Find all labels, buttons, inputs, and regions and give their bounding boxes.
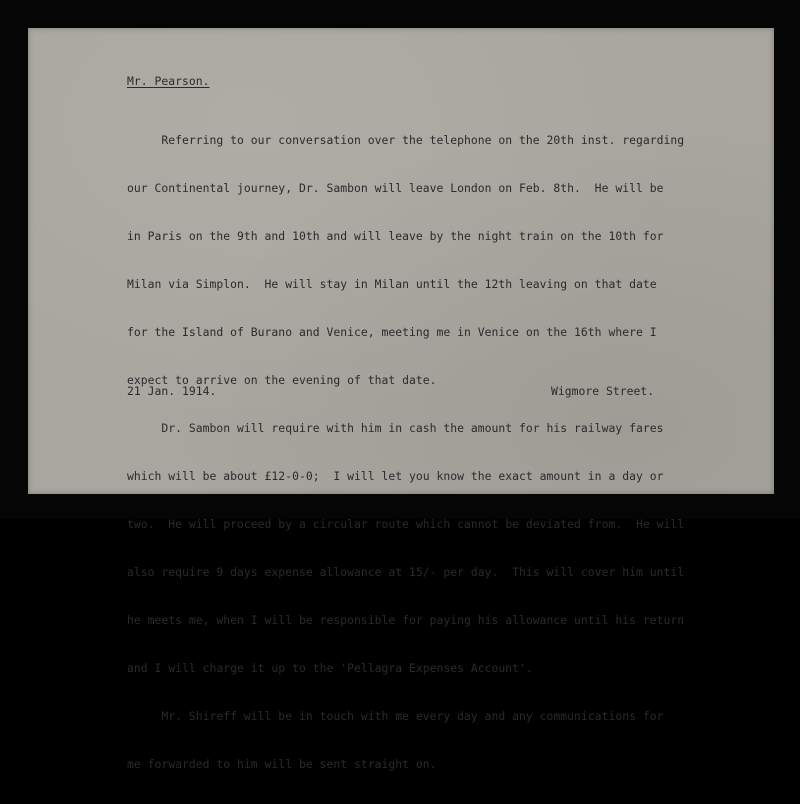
body-line: Mr. Shireff will be in touch with me every day and any communications for — [127, 709, 664, 723]
addressee: Mr. Pearson. — [127, 74, 210, 88]
body-line: expect to arrive on the evening of that date. — [127, 373, 437, 387]
body-line: in Paris on the 9th and 10th and will leave by the night train on the 10th for — [127, 229, 664, 243]
body-line: Milan via Simplon. He will stay in Milan until the 12th leaving on that date — [127, 277, 657, 291]
body-line: our Continental journey, Dr. Sambon will leave London on Feb. 8th. He will be — [127, 181, 664, 195]
body-line: which will be about £12-0-0; I will let you know the exact amount in a day or — [127, 469, 664, 483]
body-line: he meets me, when I will be responsible for paying his allowance until his return — [127, 613, 685, 627]
typed-letter-page — [28, 28, 774, 771]
sender-address: Wigmore Street. — [551, 384, 655, 398]
body-line: for the Island of Burano and Venice, meeting me in Venice on the 16th where I — [127, 325, 657, 339]
body-line: me forwarded to him will be sent straight on. — [127, 757, 437, 771]
body-line: Dr. Sambon will require with him in cash the amount for his railway fares — [127, 421, 664, 435]
body-line: and I will charge it up to the 'Pellagra Expenses Account'. — [127, 661, 533, 675]
letter-body — [127, 100, 684, 804]
body-line: Referring to our conversation over the telephone on the 20th inst. regarding — [127, 133, 685, 147]
body-line: also require 9 days expense allowance at 15/- per day. This will cover him until — [127, 565, 685, 579]
letter-date: 21 Jan. 1914. — [127, 384, 217, 398]
body-line: two. He will proceed by a circular route which cannot be deviated from. He will — [127, 517, 685, 531]
